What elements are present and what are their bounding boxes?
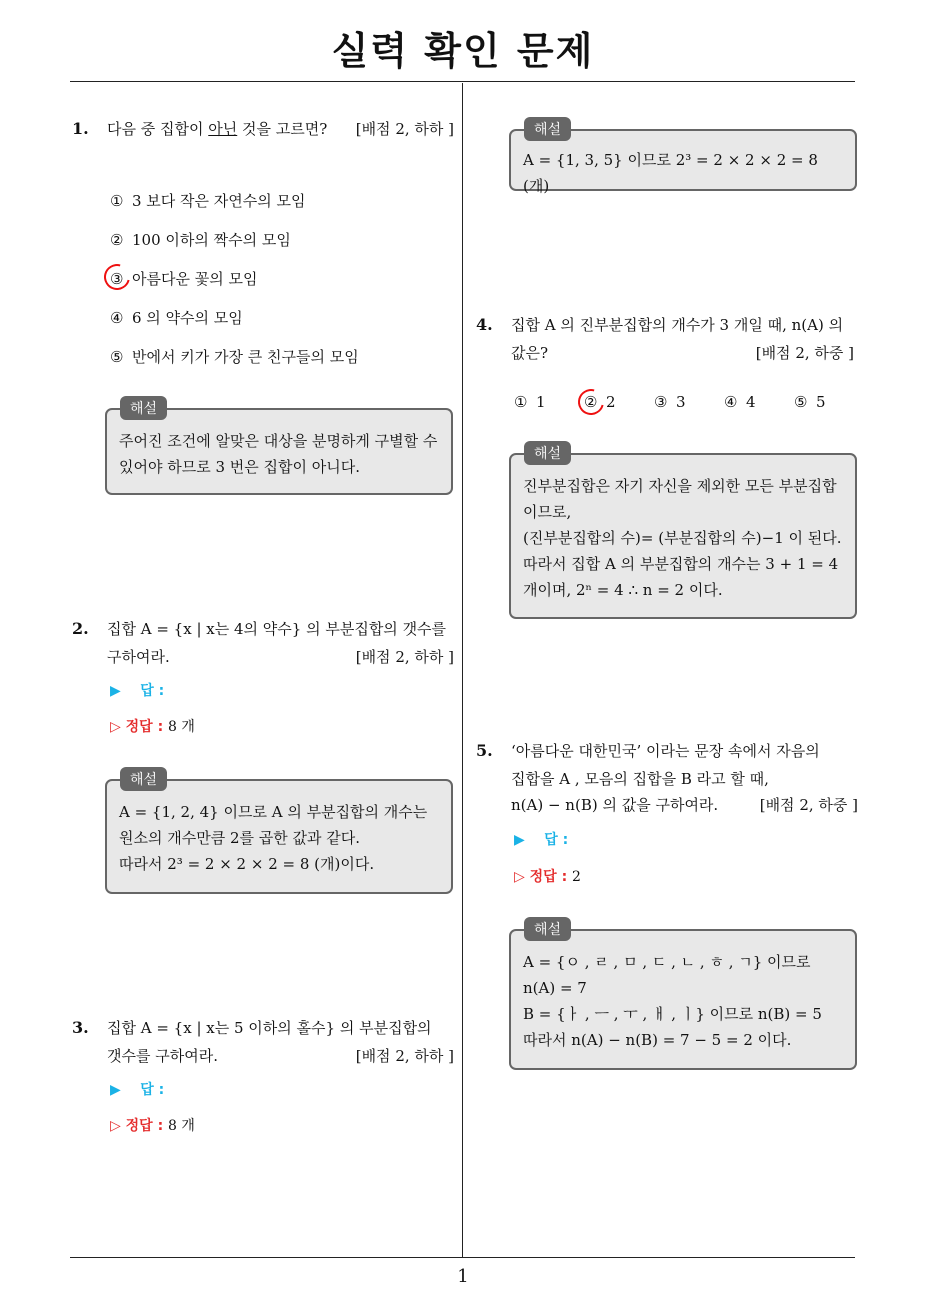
correct-answer-row: ▷ 정답 : 8 개 (110, 1118, 195, 1134)
question-text-line2: 값은? (511, 344, 549, 362)
score-label: [배점 2, 하하 ] (355, 648, 454, 666)
answer-row[interactable]: ▶ 답 : (110, 683, 165, 699)
page-title: 실력 확인 문제 (331, 29, 595, 73)
option-3[interactable]: ③ 아름다운 꽃의 모임 (110, 270, 258, 288)
question-2 (72, 616, 454, 672)
option-4[interactable]: ④ 6 의 약수의 모임 (110, 309, 243, 327)
solution-box-1 (105, 408, 453, 495)
solution-line: B = {ㅏ , ㅡ , ㅜ , ㅐ , ㅣ} 이므로 n(B) = 5 (523, 1005, 822, 1023)
solution-tag: 해설 (120, 767, 167, 791)
solution-box-2 (105, 779, 453, 894)
score-label: [배점 2, 하하 ] (355, 1047, 454, 1065)
solution-line: 있어야 하므로 3 번은 집합이 아니다. (119, 458, 361, 476)
option-3[interactable]: ③ 3 (654, 393, 686, 411)
page-number: 1 (457, 1266, 469, 1287)
question-4 (476, 312, 854, 368)
question-text-line2: 집합을 A , 모음의 집합을 B 라고 할 때, (511, 770, 769, 788)
question-text: 집합 A 의 진부분집합의 개수가 3 개일 때, n(A) 의 (511, 316, 844, 334)
option-1[interactable]: ① 3 보다 작은 자연수의 모임 (110, 192, 306, 210)
solution-line: 따라서 2³ = 2 × 2 × 2 = 8 (개)이다. (119, 855, 375, 873)
option-5[interactable]: ⑤ 반에서 키가 가장 큰 친구들의 모임 (110, 348, 359, 366)
answer-row[interactable]: ▶ 답 : (514, 832, 569, 848)
solution-line: A = {1, 3, 5} 이므로 2³ = 2 × 2 × 2 = 8 (개) (523, 151, 818, 195)
selected-circle-mark (99, 259, 135, 295)
correct-answer-value: 2 (572, 869, 581, 885)
question-5 (476, 738, 858, 820)
question-text: ‘아름다운 대한민국’ 이라는 문장 속에서 자음의 (511, 742, 820, 760)
solution-line: (진부분집합의 수)= (부분집합의 수)−1 이 된다. (523, 529, 842, 547)
solution-line: 진부분집합은 자기 자신을 제외한 모든 부분집합 (523, 477, 837, 495)
solution-line: 따라서 집합 A 의 부분집합의 개수는 3 + 1 = 4 (523, 555, 839, 573)
solution-line: A = {ㅇ , ㄹ , ㅁ , ㄷ , ㄴ , ㅎ , ㄱ} 이므로 (523, 953, 811, 971)
question-number: 1. (72, 119, 89, 138)
bottom-divider (70, 1257, 855, 1258)
correct-answer-row: ▷ 정답 : 8 개 (110, 719, 195, 735)
question-1 (72, 116, 454, 146)
option-2[interactable]: ② 2 (584, 393, 616, 411)
question-text-line2: 갯수를 구하여라. (107, 1047, 218, 1065)
solution-line: 따라서 n(A) − n(B) = 7 − 5 = 2 이다. (523, 1031, 792, 1049)
option-5[interactable]: ⑤ 5 (794, 393, 826, 411)
solution-line: A = {1, 2, 4} 이므로 A 의 부분집합의 개수는 (119, 803, 428, 821)
question-number: 4. (476, 315, 493, 334)
selected-circle-mark (573, 384, 609, 420)
question-text: 집합 A = {x | x는 5 이하의 홀수} 의 부분집합의 (107, 1019, 432, 1037)
question-text-line2: 구하여라. (107, 648, 170, 666)
solution-line: 원소의 개수만큼 2를 곱한 값과 같다. (119, 829, 361, 847)
solution-line: n(A) = 7 (523, 979, 587, 997)
solution-tag: 해설 (524, 441, 571, 465)
correct-answer-value: 8 개 (168, 1118, 195, 1134)
solution-tag: 해설 (524, 917, 571, 941)
solution-tag: 해설 (524, 117, 571, 141)
correct-answer-value: 8 개 (168, 719, 195, 735)
question-text: 다음 중 집합이 아닌 것을 고르면? (107, 120, 328, 138)
question-text: 집합 A = {x | x는 4의 약수} 의 부분집합의 갯수를 (107, 620, 447, 638)
solution-line: 개이며, 2ⁿ = 4 ∴ n = 2 이다. (523, 581, 723, 599)
correct-answer-row: ▷ 정답 : 2 (514, 869, 581, 885)
score-label: [배점 2, 하하 ] (355, 120, 454, 138)
solution-line: 이므로, (523, 503, 572, 521)
solution-line: 주어진 조건에 알맞은 대상을 분명하게 구별할 수 (119, 432, 438, 450)
question-number: 2. (72, 619, 89, 638)
score-label: [배점 2, 하중 ] (759, 796, 858, 814)
option-2[interactable]: ② 100 이하의 짝수의 모임 (110, 231, 291, 249)
solution-box-5 (509, 929, 857, 1070)
question-number: 5. (476, 741, 493, 760)
answer-row[interactable]: ▶ 답 : (110, 1082, 165, 1098)
solution-box-4 (509, 453, 857, 619)
top-divider (70, 81, 855, 82)
question-text-line3: n(A) − n(B) 의 값을 구하여라. (511, 796, 719, 814)
question-number: 3. (72, 1018, 89, 1037)
column-divider (462, 83, 463, 1258)
score-label: [배점 2, 하중 ] (755, 344, 854, 362)
option-4[interactable]: ④ 4 (724, 393, 756, 411)
question-3 (72, 1015, 454, 1071)
option-1[interactable]: ① 1 (514, 393, 546, 411)
solution-tag: 해설 (120, 396, 167, 420)
